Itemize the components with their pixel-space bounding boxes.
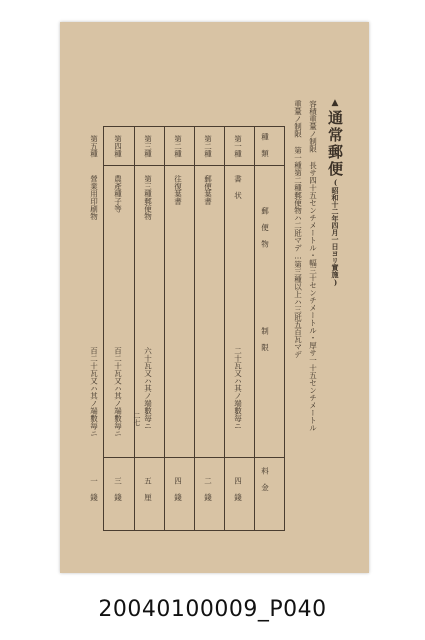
image-caption: 20040100009_P040: [98, 597, 327, 622]
header-goods: 郵 便 物: [260, 207, 270, 248]
row-goods: 書 状: [233, 175, 243, 199]
band-divider: [104, 165, 284, 166]
row-fee: 四 錢: [233, 477, 243, 501]
header-detail: 制 限: [260, 327, 270, 351]
row-fee: 一 錢: [89, 477, 99, 501]
row-goods: 營業用印刷物: [89, 175, 99, 220]
row-detail: 六十瓦又ハ其ノ端數毎ニ: [143, 347, 153, 430]
row-goods: 往復葉書: [173, 175, 183, 205]
row-goods: 農產種子等: [113, 175, 123, 213]
page-number: 二七: [133, 412, 141, 426]
band-divider: [104, 457, 284, 458]
row-detail: 百二十瓦又ハ其ノ端數毎ニ: [89, 347, 99, 437]
document-page: [60, 22, 369, 573]
column-divider: [224, 127, 225, 530]
row-goods: 郵便葉書: [203, 175, 213, 205]
section-title-text: 通常郵便: [326, 110, 344, 178]
column-divider: [194, 127, 195, 530]
note-line-2: 重量ノ制限 第一種第二種郵便物ハ二瓩マデ…第三種以上ハ三瓩五百瓦マデ: [293, 100, 303, 358]
row-kind: 第二種: [173, 135, 183, 158]
column-divider: [164, 127, 165, 530]
row-kind: 第四種: [113, 135, 123, 158]
section-note: (昭和十二年四月一日ヨリ實施): [331, 178, 340, 287]
row-kind: 第二種: [203, 135, 213, 158]
row-detail: 百二十瓦又ハ其ノ端數毎ニ: [113, 347, 123, 437]
row-kind: 第三種: [143, 135, 153, 158]
row-fee: 四 錢: [173, 477, 183, 501]
row-kind: 第一種: [233, 135, 243, 158]
header-kind: 種 類: [260, 133, 270, 157]
header-fee: 料 金: [260, 467, 270, 491]
postage-table: [89, 126, 285, 531]
row-detail: 二十瓦又ハ其ノ端數毎ニ: [233, 347, 243, 430]
section-title: [327, 98, 342, 287]
row-fee: 二 錢: [203, 477, 213, 501]
column-divider: [134, 127, 135, 530]
row-fee: 五 厘: [143, 477, 153, 501]
row-kind: 第五種: [89, 135, 99, 158]
row-goods: 第三種郵便物: [143, 175, 153, 220]
note-line-1: 容積重量ノ制限 長サ四十五センチメートル・幅三十センチメートル・厚サ一十五センチメートル: [308, 100, 318, 432]
row-fee: 三 錢: [113, 477, 123, 501]
triangle-marker-icon: ▲: [330, 98, 340, 110]
column-divider: [254, 127, 255, 530]
